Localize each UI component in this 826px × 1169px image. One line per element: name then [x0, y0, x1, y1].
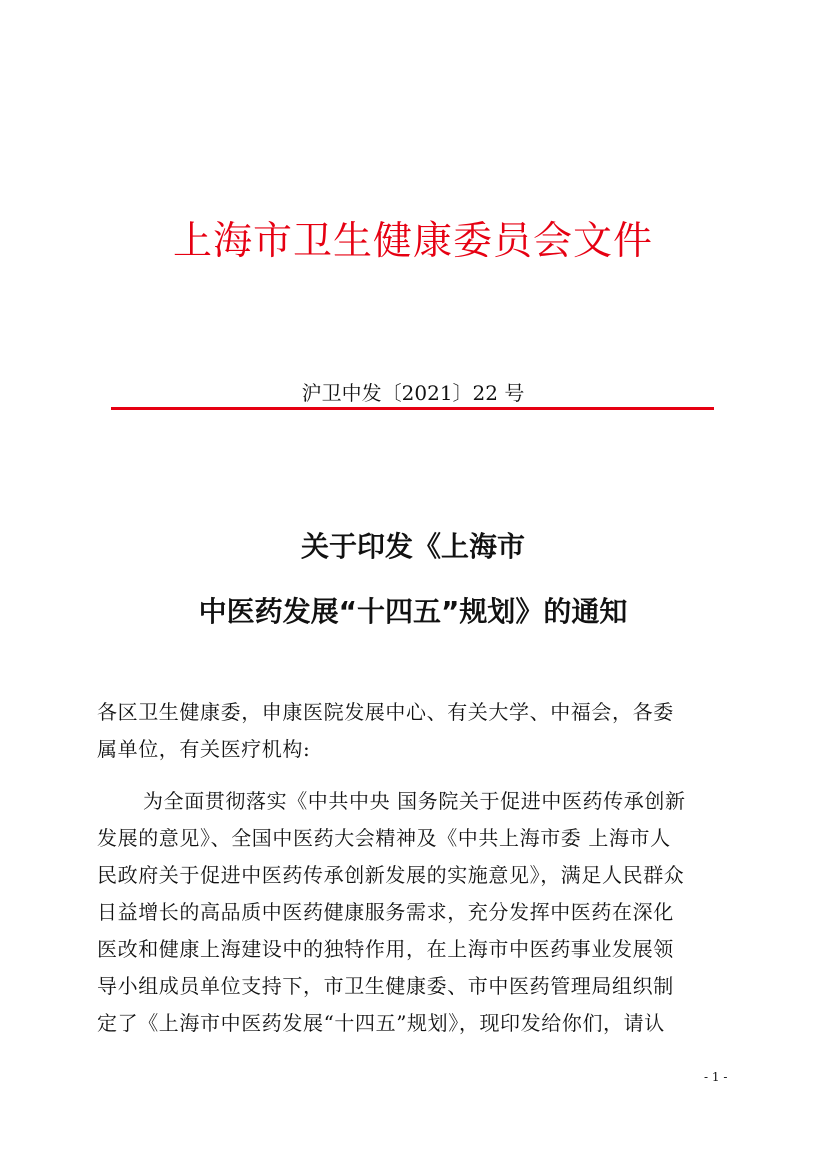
document-number: 沪卫中发〔2021〕22 号 [301, 381, 525, 405]
red-divider-line [111, 407, 714, 410]
notice-title-line-2: 中医药发展“十四五”规划》的通知 [198, 595, 628, 628]
body-line: 民政府关于促进中医药传承创新发展的实施意见》，满足人民群众 [97, 863, 685, 887]
body-line: 属单位，有关医疗机构: [97, 737, 311, 761]
body-line: 定了《上海市中医药发展“十四五”规划》，现印发给你们，请认 [97, 1011, 665, 1035]
notice-title-line-1: 关于印发《上海市 [300, 530, 525, 563]
body-line: 发展的意见》、全国中医药大会精神及《中共上海市委 上海市人 [97, 826, 671, 850]
body-line: 导小组成员单位支持下，市卫生健康委、市中医药管理局组织制 [97, 974, 674, 998]
body-line: 各区卫生健康委，申康医院发展中心、有关大学、中福会，各委 [97, 700, 674, 724]
body-line: 医改和健康上海建设中的独特作用，在上海市中医药事业发展领 [97, 937, 674, 961]
body-line: 日益增长的高品质中医药健康服务需求，充分发挥中医药在深化 [97, 900, 674, 924]
issuing-authority-title: 上海市卫生健康委员会文件 [172, 219, 653, 264]
body-line-indented: 为全面贯彻落实《中共中央 国务院关于促进中医药传承创新 [143, 789, 686, 813]
